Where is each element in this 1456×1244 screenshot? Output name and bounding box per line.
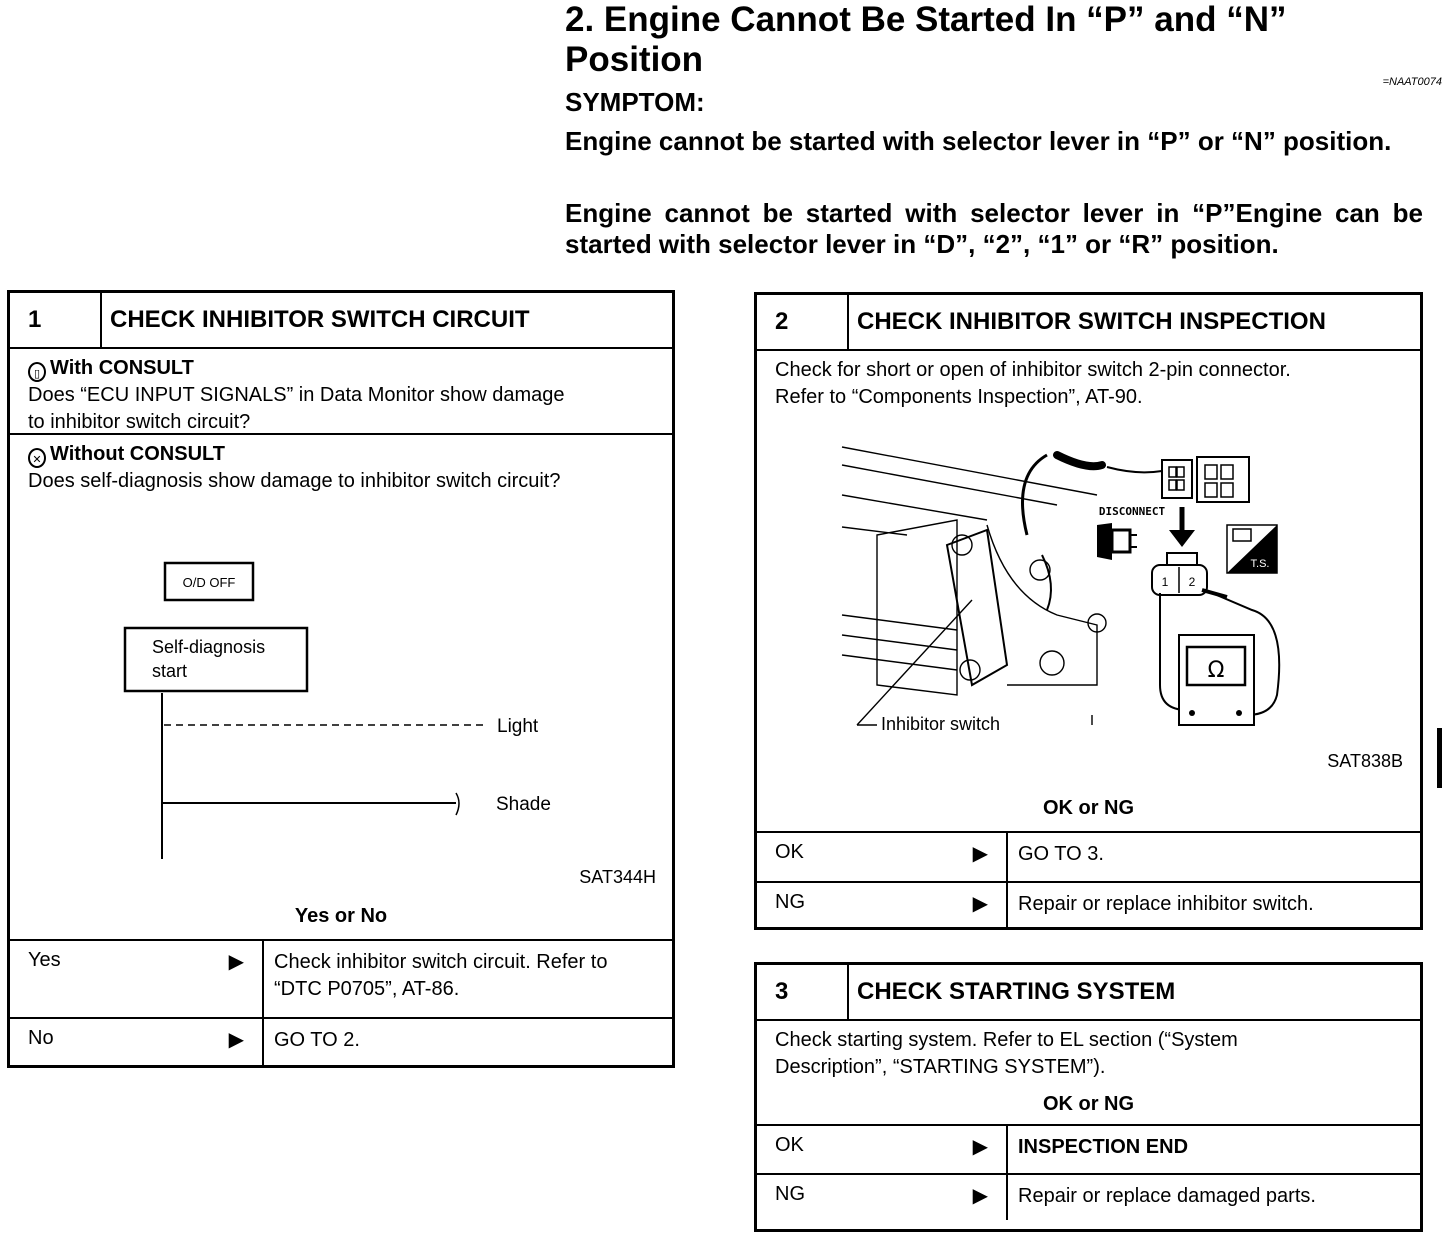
step1-title: CHECK INHIBITOR SWITCH CIRCUIT <box>110 306 530 333</box>
ng-action: Repair or replace inhibitor switch. <box>1018 893 1314 915</box>
ok-action: GO TO 3. <box>1018 843 1104 865</box>
figure-code-sat344h: SAT344H <box>579 867 656 887</box>
no-label: No <box>28 1027 54 1049</box>
no-action: GO TO 2. <box>274 1029 360 1051</box>
document-code: =NAAT0074 <box>1382 76 1442 88</box>
ng-action: Repair or replace damaged parts. <box>1018 1185 1316 1207</box>
page-edge-mark <box>1437 728 1442 788</box>
step1-number: 1 <box>10 293 102 347</box>
step3-row-ok <box>757 1124 1420 1173</box>
step2-box <box>754 292 1423 930</box>
step3-results <box>757 1124 1420 1220</box>
step2-title: CHECK INHIBITOR SWITCH INSPECTION <box>857 308 1326 335</box>
page-title-line1: 2. Engine Cannot Be Started In “P” and “N” <box>565 0 1287 39</box>
pin-1-label: 1 <box>1161 575 1169 589</box>
inhibitor-switch-label: Inhibitor switch <box>881 714 1001 734</box>
step1-question: Yes or No <box>294 905 388 927</box>
step3-text <box>757 1021 1420 1089</box>
arrow-right-icon: ▶ <box>972 893 988 915</box>
step3-row-ng <box>757 1173 1420 1220</box>
step1-results <box>10 939 672 1067</box>
yes-label: Yes <box>28 949 61 971</box>
self-diagnosis-start-line1: Self-diagnosis <box>152 637 266 657</box>
step2-results <box>757 831 1420 929</box>
with-consult-label: With CONSULT <box>50 357 194 379</box>
step3-text-line2: Description”, “STARTING SYSTEM”). <box>775 1056 1106 1078</box>
arrow-right-icon: ▶ <box>228 951 244 973</box>
disconnect-label: DISCONNECT <box>1098 505 1166 518</box>
without-consult-text: Does self-diagnosis show damage to inhibitor switch circuit? <box>28 470 561 492</box>
step3-title: CHECK STARTING SYSTEM <box>857 978 1176 1005</box>
step1-row-yes <box>10 939 672 1017</box>
symptom-text-2: Engine cannot be started with selector lever in “P”Engine can be started with selector lever in “D”, “2”, “1” or “R” position. <box>565 198 1423 259</box>
step2-question: OK or NG <box>1042 797 1135 819</box>
arrow-right-icon: ▶ <box>972 1185 988 1207</box>
ng-label: NG <box>775 1183 805 1205</box>
ok-label: OK <box>775 841 804 863</box>
yes-action-line2: “DTC P0705”, AT-86. <box>274 978 460 1000</box>
step3-header <box>757 965 1420 1021</box>
self-diagnosis-start-line2: start <box>152 661 188 681</box>
with-consult-text-1: Does “ECU INPUT SIGNALS” in Data Monitor show damage <box>28 384 565 406</box>
without-consult-label: Without CONSULT <box>50 443 225 465</box>
arrow-right-icon: ▶ <box>972 1136 988 1158</box>
arrow-right-icon: ▶ <box>228 1029 244 1051</box>
step1-without-consult <box>10 435 672 495</box>
ng-label: NG <box>775 891 805 913</box>
step1-with-consult <box>10 349 672 435</box>
consult-icon: ▯ <box>28 362 46 382</box>
step2-text <box>757 351 1420 419</box>
yes-action-line1: Check inhibitor switch circuit. Refer to <box>274 951 608 973</box>
step3-text-line1: Check starting system. Refer to EL section (“System <box>775 1029 1238 1051</box>
symptom-text-1: Engine cannot be started with selector lever in “P” or “N” position. <box>565 126 1392 156</box>
step1-header <box>10 293 672 349</box>
od-off-label: O/D OFF <box>182 575 236 590</box>
with-consult-text-2: to inhibitor switch circuit? <box>28 411 251 433</box>
page-title <box>565 0 1445 80</box>
self-diagnosis-figure <box>10 553 672 893</box>
step1-box <box>7 290 675 1068</box>
ts-label: T.S. <box>1250 558 1270 570</box>
step2-number: 2 <box>757 295 849 349</box>
step3-box <box>754 962 1423 1232</box>
shade-label: Shade <box>496 794 551 815</box>
step1-row-no <box>10 1017 672 1067</box>
step2-row-ng <box>757 881 1420 929</box>
step2-text-line1: Check for short or open of inhibitor switch 2-pin connector. <box>775 359 1291 381</box>
light-label: Light <box>497 716 539 737</box>
arrow-right-icon: ▶ <box>972 843 988 865</box>
pin-2-label: 2 <box>1188 575 1196 589</box>
page-title-line2: Position <box>565 40 704 79</box>
step3-question: OK or NG <box>1042 1093 1135 1115</box>
step3-number: 3 <box>757 965 849 1019</box>
step2-header <box>757 295 1420 351</box>
step2-text-line2: Refer to “Components Inspection”, AT-90. <box>775 386 1143 408</box>
no-consult-icon: ✕ <box>28 448 46 468</box>
ok-action: INSPECTION END <box>1018 1136 1189 1158</box>
ohmmeter-symbol: Ω <box>1207 658 1225 683</box>
figure-code-sat838b: SAT838B <box>1327 751 1403 771</box>
step2-row-ok <box>757 831 1420 881</box>
symptom-label: SYMPTOM: <box>565 87 705 117</box>
inhibitor-switch-figure <box>757 435 1420 780</box>
ok-label: OK <box>775 1134 804 1156</box>
